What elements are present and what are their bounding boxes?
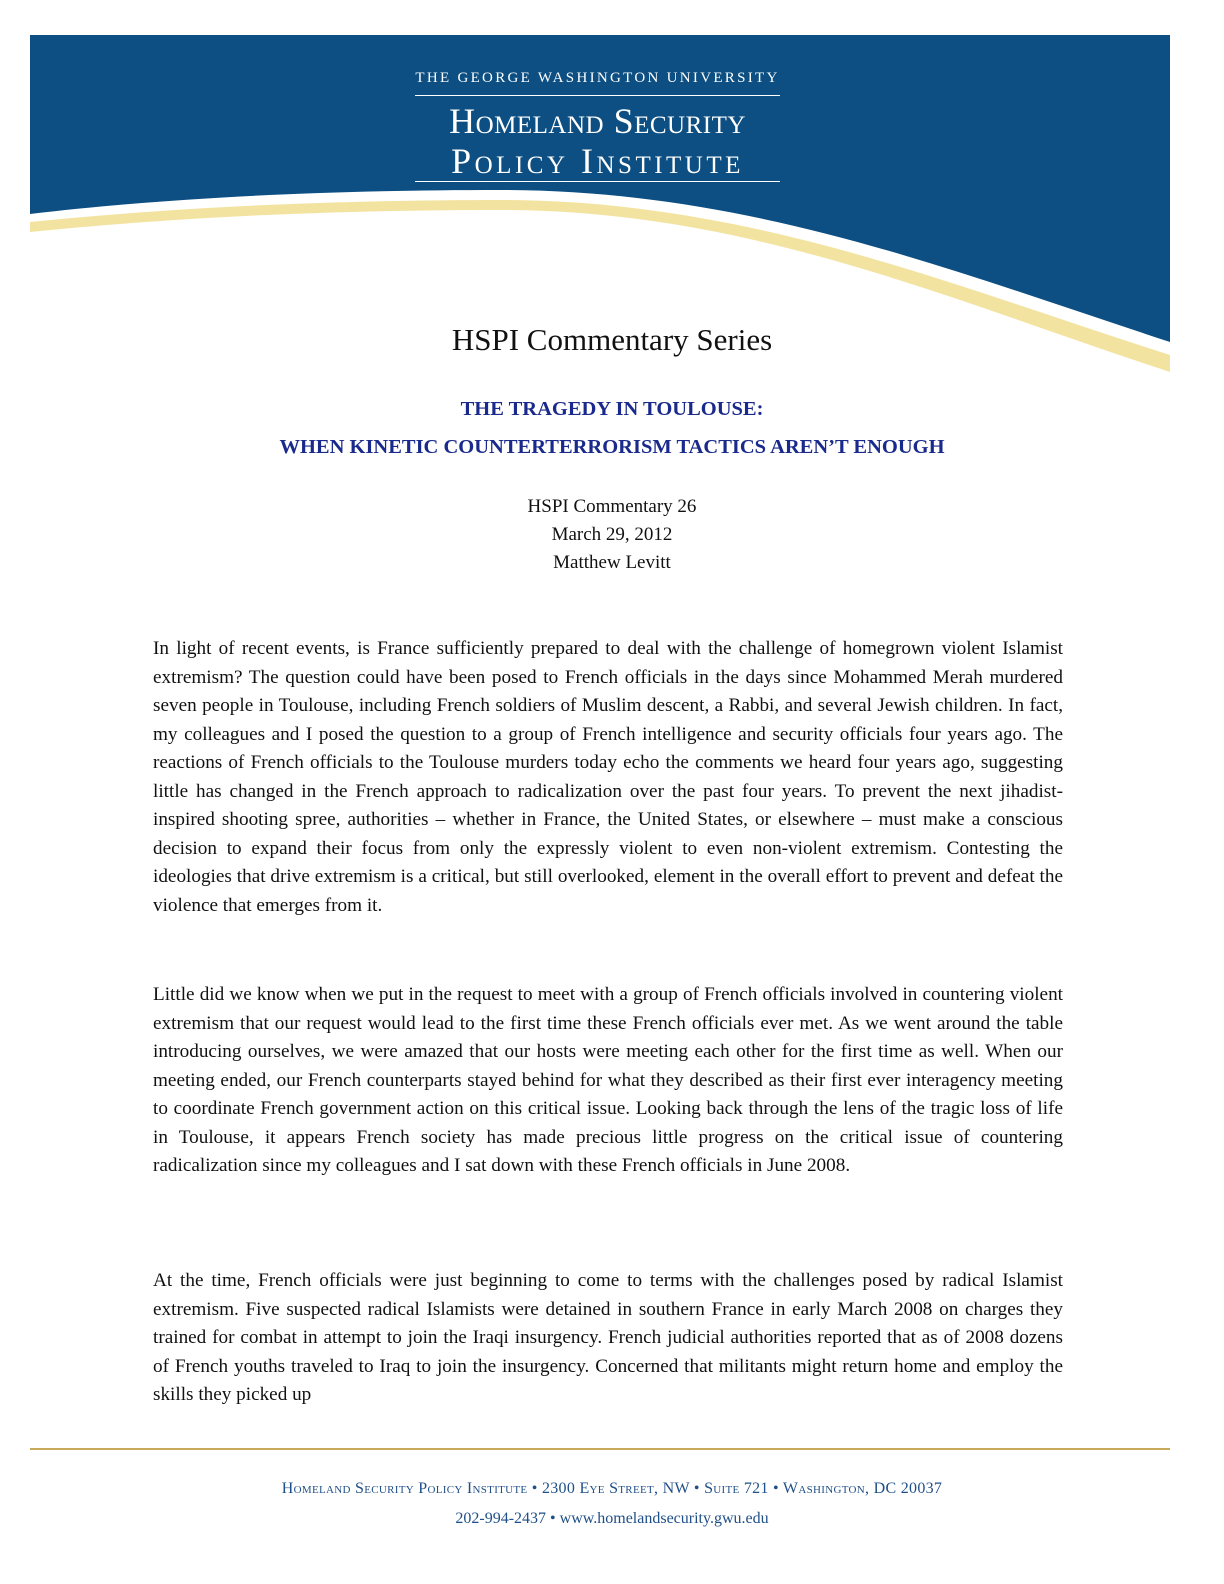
footer-divider [30,1448,1170,1450]
institute-name-line1: Homeland Security [449,101,746,141]
university-name: THE GEORGE WASHINGTON UNIVERSITY [415,70,780,86]
institute-name-line2: Policy Institute [451,141,744,181]
author-name: Matthew Levitt [553,552,671,573]
body-paragraph-1: In light of recent events, is France sufficiently prepared to deal with the challenge of homegrown violent Islamist extremism? The question could have been posed to French officials in the days since Mohammed Merah murdered seven people in Toulouse, including French soldiers of Muslim descent, a Rabbi, and several Jewish children. In fact, my colleagues and I posed the question to a group of French intelligence and security officials four years ago. The reactions of French officials to the Toulouse murders today echo the comments we heard four years ago, suggesting little has changed in the French approach to radicalization over the past four years. To prevent the next jihadist-inspired shooting spree, authorities – whether in France, the United States, or elsewhere – must make a conscious decision to expand their focus from only the expressly violent to even non-violent extremism. Contesting the ideologies that drive extremism is a critical, but still overlooked, element in the overall effort to prevent and defeat the violence that emerges from it. [153,638,1063,916]
footer-contact: 202-994-2437 • www.homelandsecurity.gwu.edu [455,1510,769,1527]
body-paragraph-2: Little did we know when we put in the request to meet with a group of French officials involved in countering violent extremism that our request would lead to the first time these French officials ever met. As we went around the table introducing ourselves, we were amazed that our hosts were meeting each other for the first time as well. When our meeting ended, our French counterparts stayed behind for what they described as their first ever interagency meeting to coordinate French government action on this critical issue. Looking back through the lens of the tragic loss of life in Toulouse, it appears French society has made precious little progress on the critical issue of countering radicalization since my colleagues and I sat down with these French officials in June 2008. [153,984,1063,1176]
headline-line2: WHEN KINETIC COUNTERTERRORISM TACTICS AREN’T ENOUGH [279,436,945,458]
body-paragraph-3: At the time, French officials were just beginning to come to terms with the challenges posed by radical Islamist extremism. Five suspected radical Islamists were detained in southern France in early March 2008 on charges they trained for combat in attempt to join the Iraqi insurgency. French judicial authorities reported that as of 2008 dozens of French youths traveled to Iraq to join the insurgency. Concerned that militants might return home and employ the skills they picked up [153,1270,1063,1405]
header-rule-bottom [415,181,780,182]
commentary-number: HSPI Commentary 26 [527,496,697,517]
publication-date: March 29, 2012 [551,524,673,545]
footer-address: Homeland Security Policy Institute • 2300 Eye Street, NW • Suite 721 • Washington, DC 20037 [281,1480,943,1497]
series-title: HSPI Commentary Series [451,322,773,357]
headline-line1: THE TRAGEDY IN TOULOUSE: [460,398,764,420]
header-rule-top [415,95,780,96]
